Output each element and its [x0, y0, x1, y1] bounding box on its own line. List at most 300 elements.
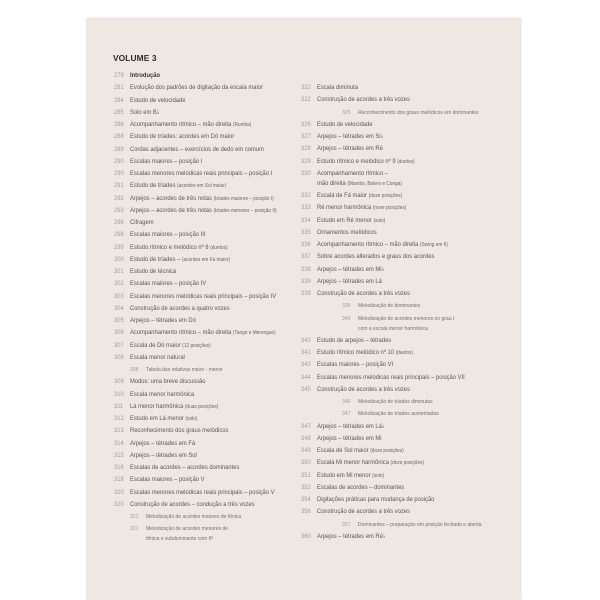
- page-number: 296: [114, 219, 124, 226]
- entry-title: Arpejos – tétrades em Lá: [317, 277, 382, 285]
- toc-entry: [114, 439, 294, 451]
- entry-title: Melodização de tríades diminutas: [358, 399, 433, 405]
- toc-entry: [301, 495, 490, 507]
- toc-entry: [114, 353, 294, 365]
- entry-title: Estudo de tríades –: [130, 255, 181, 263]
- page-number: 299: [114, 243, 124, 251]
- entry-text: [317, 265, 384, 275]
- entry-text: [317, 348, 413, 358]
- entry-note: (acordes em Fá maior): [181, 256, 230, 263]
- toc-entry: [301, 360, 490, 372]
- entry-title: Arpejos – tétrades em Dó: [130, 317, 196, 324]
- page-number: 339: [301, 290, 311, 297]
- page-number: 321: [130, 526, 139, 533]
- entry-text: [130, 218, 154, 228]
- entry-title: Acompanhamento rítmico – mão direita: [130, 329, 232, 337]
- toc-entry: [301, 348, 490, 360]
- entry-title: Escala menor natural: [130, 353, 185, 361]
- entry-text: [130, 426, 228, 436]
- entry-title: Introdução: [130, 72, 160, 79]
- entry-title: Cifragem: [130, 219, 154, 226]
- toc-entry: [114, 108, 294, 120]
- entry-text: [317, 95, 410, 105]
- toc-entry: [301, 483, 490, 495]
- entry-title: Arpejos – tétrades em Lá♭: [317, 422, 385, 430]
- entry-title: Estudo de técnica: [130, 268, 177, 275]
- page-number: 326: [301, 120, 311, 128]
- page-number: 321: [130, 514, 139, 520]
- page-number: 327: [301, 133, 311, 140]
- entry-title: Estudo em Mi menor: [317, 471, 371, 479]
- entry-text: [130, 96, 185, 106]
- page-number: 329: [301, 157, 311, 165]
- toc-entry: [114, 169, 294, 181]
- toc-entry: [301, 532, 490, 544]
- toc-entry: [114, 426, 294, 438]
- page-number: 333: [301, 204, 311, 212]
- page-number: 291: [114, 182, 124, 190]
- entry-title: Escalas de acordes – acordes dominantes: [130, 464, 240, 471]
- entry-note: (solo): [373, 217, 386, 224]
- entry-title: Evolução dos padrões de digitação da escala maior: [130, 84, 263, 92]
- entry-text: [130, 341, 211, 351]
- entry-title: Modos: uma breve discussão: [130, 378, 206, 386]
- entry-text: [146, 524, 228, 544]
- entry-text: [130, 439, 195, 449]
- entry-title: Arpejos – tétrades em Fá: [130, 439, 196, 447]
- toc-entry: [114, 279, 294, 291]
- page-number: 344: [301, 373, 311, 381]
- entry-text: [130, 243, 228, 253]
- entry-title: Acompanhamento rítmico – mão direita: [317, 241, 419, 248]
- toc-entry: [301, 95, 490, 107]
- page-number: 332: [301, 192, 311, 199]
- page-number: 340: [342, 315, 351, 322]
- entry-text: [317, 132, 383, 142]
- entry-text: [317, 495, 434, 505]
- toc-entry: [301, 446, 490, 458]
- entry-text: [317, 458, 424, 468]
- toc-entry: [114, 414, 294, 426]
- toc-entry: [301, 507, 490, 519]
- entry-title: Escalas maiores – posição III: [130, 231, 206, 239]
- entry-title: Estudo rítmico e melódico nº 8: [130, 243, 209, 251]
- toc-entry: [301, 265, 490, 277]
- page-number: 334: [301, 216, 311, 224]
- toc-entry: [301, 373, 490, 385]
- toc-entry: [301, 144, 490, 156]
- entry-note: (tríades menores – posição II): [213, 207, 277, 214]
- toc-entry: [301, 277, 490, 289]
- entry-title: Estudo de tríades: [130, 182, 176, 190]
- entry-title: Escala de Dó maior: [130, 341, 181, 349]
- entry-title: Sobre acordes alterados e graus dos acordes: [317, 253, 435, 261]
- toc-entry: [114, 132, 294, 144]
- toc-entry: [114, 230, 294, 242]
- entry-title: Melodização de acordes menores no grau I com a escala menor harmônica: [358, 315, 455, 332]
- entry-text: [317, 385, 410, 395]
- entry-title: Construção de acordes a três vozes: [317, 385, 410, 393]
- page-number: 303: [114, 292, 124, 300]
- entry-text: [358, 409, 439, 419]
- toc-entry: [114, 218, 294, 230]
- entry-title: Escala Mi menor harmônica: [317, 459, 389, 467]
- entry-text: [130, 132, 234, 142]
- entry-title: Arpejos – tétrades em Mi♭: [317, 265, 385, 273]
- page-number: 349: [301, 447, 311, 454]
- entry-text: [146, 512, 241, 522]
- page-number: 292: [114, 194, 124, 202]
- toc-entry: [301, 157, 490, 169]
- entry-text: [130, 488, 274, 498]
- entry-title: Escala de Fá maior: [317, 192, 367, 199]
- page-number: 284: [114, 96, 124, 104]
- entry-text: [317, 83, 358, 93]
- entry-note: (Mambo, Bolero e Conga): [347, 180, 402, 187]
- entry-note: (duas posições): [184, 403, 219, 410]
- entry-title: Estudo em Lá menor: [130, 415, 184, 422]
- toc-entry: [301, 458, 490, 470]
- toc-left-column: [114, 71, 294, 547]
- entry-title: Arpejos – acordes de três notas: [130, 194, 212, 202]
- toc-entry: [114, 390, 294, 402]
- toc-entry: [114, 451, 294, 463]
- page-number: 341: [301, 349, 311, 356]
- entry-title: Ré menor harmônica: [317, 204, 372, 212]
- entry-title: Estudo rítmico melódico nº 10: [317, 349, 394, 356]
- page-number: 322: [301, 84, 311, 91]
- entry-text: [317, 169, 402, 189]
- toc-entry: [114, 83, 294, 95]
- toc-entry: [114, 194, 294, 206]
- entry-note: (nove posições): [372, 205, 407, 212]
- toc-entry: [114, 463, 294, 475]
- entry-text: [358, 314, 454, 334]
- page-number: 350: [301, 459, 311, 467]
- entry-note: (doze posições): [368, 193, 403, 199]
- entry-title: Lá menor harmônica: [130, 402, 184, 410]
- toc-entry: [301, 289, 490, 301]
- entry-text: [130, 255, 230, 265]
- entry-title: Construção de acordes a três vozes: [317, 508, 410, 516]
- entry-text: [130, 206, 277, 216]
- entry-text: [317, 203, 406, 213]
- toc-entry: [114, 500, 294, 512]
- entry-text: [317, 144, 383, 154]
- entry-text: [317, 373, 465, 383]
- page-number: 328: [301, 145, 311, 153]
- page-number: 356: [301, 508, 311, 516]
- entry-text: [130, 353, 185, 363]
- toc-subentry: [301, 301, 490, 313]
- toc-subentry: [114, 365, 294, 377]
- entry-title: Arpejos – acordes de três notas: [130, 206, 212, 214]
- toc-entry: [114, 120, 294, 132]
- entry-title: Escalas menores melódicas reais principais – posição V: [130, 488, 275, 496]
- entry-title: Escalas de acordes – dominantes: [317, 483, 405, 491]
- entry-text: [130, 194, 274, 204]
- entry-text: [130, 451, 197, 461]
- toc-entry: [301, 228, 490, 240]
- toc-entry: [114, 341, 294, 353]
- entry-text: [317, 434, 382, 444]
- book-page: [86, 18, 520, 600]
- entry-title: Digitações práticas para mudança de posição: [317, 496, 435, 503]
- page-number: 322: [301, 96, 311, 104]
- entry-text: [358, 520, 482, 530]
- entry-note: (duetos): [210, 244, 228, 251]
- page-number: 340: [301, 336, 311, 344]
- page-number: 304: [114, 304, 124, 312]
- toc-subentry: [301, 409, 490, 421]
- entry-text: [317, 422, 385, 432]
- entry-title: Construção de acordes a quatro vozes: [130, 304, 230, 312]
- page-number: 316: [114, 464, 124, 471]
- page-number: 289: [114, 145, 124, 153]
- entry-title: Escala menor harmônica: [130, 390, 195, 398]
- toc-entry: [114, 96, 294, 108]
- page-number: 314: [114, 439, 124, 447]
- toc-entry: [114, 488, 294, 500]
- entry-title: Escalas maiores – posição I: [130, 157, 203, 165]
- page-number: 307: [114, 341, 124, 349]
- toc-subentry: [301, 520, 490, 532]
- entry-title: Dominantes – preparação em posição fechada e aberta: [358, 521, 482, 528]
- entry-text: [317, 277, 382, 287]
- page-number: 325: [342, 109, 351, 116]
- toc-entry: [114, 145, 294, 157]
- page-number: 351: [301, 471, 311, 479]
- entry-note: (tríades maiores – posição I): [213, 195, 274, 202]
- entry-title: Arpejos – tétrades em Ré: [317, 145, 383, 153]
- entry-title: Construção de acordes a três vozes: [317, 290, 410, 297]
- entry-text: [130, 304, 230, 314]
- entry-title: Estudo em Ré menor: [317, 216, 372, 224]
- entry-text: [317, 157, 415, 167]
- entry-title: Cordas adjacentes – exercícios de dedo em comum: [130, 145, 264, 153]
- toc-entry: [301, 252, 490, 264]
- toc-entry: [301, 471, 490, 483]
- toc-entry: [114, 316, 294, 328]
- page-number: 347: [301, 422, 311, 430]
- entry-text: [130, 500, 255, 510]
- entry-note: (Rumba): [232, 122, 252, 128]
- entry-title: Estudo de velocidade: [317, 120, 373, 128]
- page-number: 305: [114, 317, 124, 324]
- toc-right-column: [301, 83, 490, 544]
- toc-entry: [114, 475, 294, 487]
- page-number: 313: [114, 427, 124, 435]
- entry-text: [317, 240, 448, 250]
- entry-text: [317, 120, 372, 130]
- entry-title: Reconhecimento dos graus melódicos em dominantes: [358, 109, 479, 116]
- entry-text: [317, 289, 410, 299]
- entry-text: [317, 471, 384, 481]
- toc-entry: [301, 83, 490, 95]
- toc-entry: [301, 434, 490, 446]
- page-number: 345: [301, 385, 311, 393]
- toc-subentry: [301, 108, 490, 120]
- page-number: 286: [114, 121, 124, 128]
- entry-title: Tabela das relativas maior - menor: [146, 367, 223, 373]
- entry-title: Estudo de velocidade: [130, 96, 186, 104]
- entry-note: (doze posições): [390, 460, 425, 467]
- page-number: 285: [114, 108, 124, 116]
- entry-text: [130, 181, 226, 191]
- volume-title: VOLUME 3: [113, 53, 157, 63]
- entry-text: [317, 216, 385, 226]
- toc-entry: [301, 203, 490, 215]
- entry-title: Melodização de acordes maiores de tônica: [146, 514, 242, 520]
- page-number: 330: [301, 169, 311, 177]
- entry-text: [130, 316, 196, 326]
- page-number: 306: [114, 329, 124, 337]
- entry-title: Arpejos – tétrades em Sol: [130, 451, 197, 459]
- toc-subentry: [114, 512, 294, 524]
- page-number: 339: [342, 303, 351, 310]
- page-number: 336: [301, 241, 311, 248]
- entry-title: Arpejos – tétrades em Ré♭: [317, 532, 386, 540]
- toc-entry: [301, 240, 490, 252]
- page-number: 310: [114, 390, 124, 398]
- entry-note: (duetos): [395, 350, 413, 356]
- page-number: 311: [114, 402, 124, 410]
- page-number: 357: [342, 521, 351, 528]
- entry-title: Arpejos – tétrades em Mi: [317, 434, 382, 442]
- page-number: 320: [114, 488, 124, 496]
- entry-text: [146, 365, 223, 375]
- entry-text: [130, 267, 176, 277]
- entry-title: Escalas maiores – posição IV: [130, 280, 207, 288]
- entry-note: (Swing em ¢): [419, 242, 448, 248]
- entry-title: Melodização de tríades aumentadas: [358, 411, 439, 418]
- page-number: 290: [114, 170, 124, 177]
- entry-title: Reconhecimento dos graus melódicos: [130, 427, 229, 435]
- entry-title: Escalas maiores – posição V: [130, 476, 205, 484]
- entry-title: Escalas maiores – posição VI: [317, 361, 394, 369]
- toc-entry: [114, 157, 294, 169]
- page-number: 348: [301, 434, 311, 442]
- entry-text: [130, 145, 264, 155]
- toc-entry: [114, 71, 294, 83]
- entry-text: [317, 336, 391, 346]
- entry-text: [358, 301, 420, 311]
- toc-entry: [301, 132, 490, 144]
- page-number: 308: [114, 353, 124, 361]
- toc-entry: [114, 267, 294, 279]
- entry-text: [130, 83, 263, 93]
- entry-note: (acordes em Sol maior): [177, 183, 227, 190]
- toc-entry: [301, 120, 490, 132]
- page-number: 309: [114, 378, 124, 386]
- toc-entry: [114, 206, 294, 218]
- entry-text: [130, 292, 276, 302]
- entry-title: Ornamentos melódicos: [317, 228, 377, 236]
- entry-text: [317, 360, 393, 370]
- page-number: 320: [114, 500, 124, 508]
- entry-note: (doze posições): [370, 448, 404, 454]
- toc-entry: [114, 181, 294, 193]
- entry-text: [130, 230, 205, 240]
- entry-note: (solo): [185, 416, 198, 422]
- page-number: 347: [342, 411, 351, 418]
- entry-title: Escala diminuta: [317, 84, 358, 91]
- entry-title: Estudo de arpejos – tétrades: [317, 336, 392, 344]
- toc-entry: [114, 243, 294, 255]
- page-number: 337: [301, 253, 311, 261]
- page-number: 335: [301, 228, 311, 236]
- entry-title: Arpejos – tétrades em Si♭: [317, 133, 384, 140]
- page-number: 338: [301, 265, 311, 273]
- toc-entry: [301, 385, 490, 397]
- entry-text: [130, 475, 205, 485]
- entry-text: [130, 377, 205, 387]
- toc-entry: [301, 169, 490, 191]
- page-number: 290: [114, 157, 124, 165]
- toc-entry: [114, 402, 294, 414]
- page-number: 318: [114, 476, 124, 484]
- entry-text: [130, 390, 194, 400]
- page-number: 300: [114, 255, 124, 263]
- entry-note: (solo): [372, 472, 385, 479]
- toc-subentry: [301, 314, 490, 336]
- entry-title: Melodização de dominantes: [358, 303, 421, 310]
- entry-title: Acompanhamento rítmico – mão direita: [130, 121, 232, 128]
- page-number: 293: [114, 206, 124, 214]
- entry-text: [130, 463, 239, 473]
- entry-title: Escala de Sol maior: [317, 447, 369, 454]
- entry-title: Construção de acordes – condução a três vozes: [130, 500, 255, 508]
- toc-subentry: [114, 524, 294, 546]
- entry-title: Escalas menores melódicas reais principais – posição I: [130, 170, 273, 177]
- page-number: 288: [114, 133, 124, 141]
- page-number: 281: [114, 84, 124, 92]
- page-number: 360: [301, 532, 311, 540]
- entry-text: [317, 191, 402, 201]
- entry-text: [130, 169, 272, 179]
- toc-subentry: [301, 397, 490, 409]
- entry-text: [317, 446, 404, 456]
- toc-entry: [301, 336, 490, 348]
- entry-text: [130, 328, 276, 338]
- entry-text: [130, 71, 160, 81]
- toc-entry: [114, 377, 294, 389]
- entry-title: Construção de acordes a três vozes: [317, 96, 410, 104]
- page-number: 302: [114, 280, 124, 288]
- entry-text: [317, 252, 434, 262]
- page-number: 312: [114, 415, 124, 422]
- entry-title: Estudo de tríades: acordes em Dó maior: [130, 133, 235, 141]
- entry-text: [317, 483, 404, 493]
- page-number: 308: [130, 367, 139, 373]
- page-number: 346: [342, 399, 351, 405]
- entry-title: Estudo rítmico e melódico nº 9: [317, 157, 396, 165]
- page-number: 339: [301, 277, 311, 285]
- entry-text: [130, 108, 160, 118]
- page-number: 298: [114, 231, 124, 239]
- toc-entry: [114, 328, 294, 340]
- entry-title: Escalas menores melódicas reais principais – posição IV: [130, 292, 277, 300]
- entry-note: (duetos): [397, 158, 415, 165]
- page-number: 352: [301, 483, 311, 491]
- page-number: 315: [114, 451, 124, 459]
- entry-note: (Tango e Merengue): [232, 330, 276, 337]
- entry-text: [130, 402, 218, 412]
- entry-title: Escalas menores melódicas reais principais – posição VII: [317, 373, 465, 381]
- entry-text: [130, 279, 206, 289]
- entry-text: [130, 120, 251, 130]
- entry-title: Acompanhamento rítmico – mão direita: [317, 169, 388, 187]
